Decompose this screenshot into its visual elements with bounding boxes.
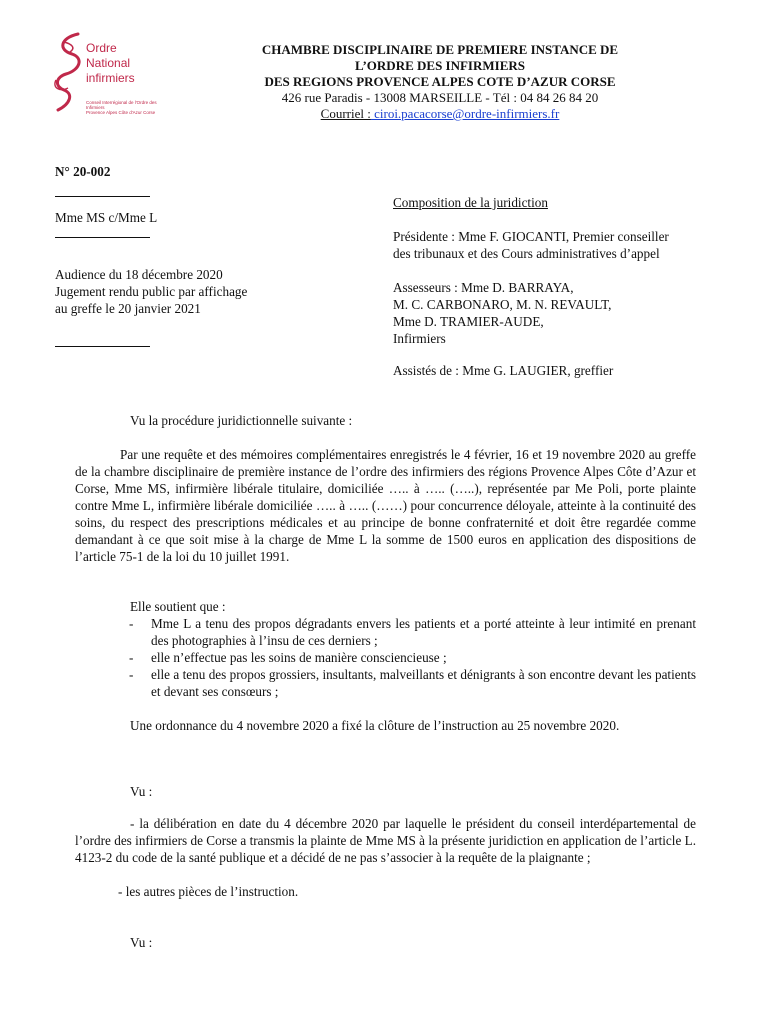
divider-2 — [55, 237, 150, 238]
vu-procedure: Vu la procédure juridictionnelle suivante : — [130, 413, 353, 428]
page-header — [200, 42, 680, 122]
header-line1: CHAMBRE DISCIPLINAIRE DE PREMIERE INSTANCE DE — [261, 42, 619, 57]
logo-line-national: National — [86, 56, 131, 70]
case-parties: Mme MS c/Mme L — [55, 210, 158, 225]
list-item: - elle n’effectue pas les soins de manière consciencieuse ; — [129, 650, 447, 665]
composition-president-line2: des tribunaux et des Cours administratives d’appel — [393, 246, 660, 261]
logo-subtitle-line2: Provence Alpes Côte d'Azur Corse — [86, 110, 156, 115]
header-line2: L’ORDRE DES INFIRMIERS — [355, 58, 525, 73]
divider-1 — [55, 196, 150, 197]
case-hearing: Audience du 18 décembre 2020 — [55, 267, 223, 282]
composition-title: Composition de la juridiction — [393, 195, 548, 210]
case-number: N° 20-002 — [55, 164, 111, 179]
logo-line-ordre: Ordre — [86, 41, 117, 55]
composition-clerk: Assistés de : Mme G. LAUGIER, greffier — [393, 363, 614, 378]
case-judgment-line1: Jugement rendu public par affichage — [55, 284, 248, 299]
paragraph-requete: Par une requête et des mémoires complémentaires enregistrés le 4 février, 16 et 19 novembre 2020 au greffe de la chambre disciplinaire de première instance de l’ordre des infirmiers des régions Provence Alpes Côte d’Azur et Corse, Mme MS, infirmière libérale titulaire, domiciliée ….. à ….. (…..), représentée par Me Poli, porte plainte contre Mme L, infirmière libérale domiciliée ….. à ….. (……) pour concurrence déloyale, atteinte à la continuité des soins, du respect des prescriptions médicales et au principe de bonne confraternité et doit être regardée comme demandant à ce que soit mise à la charge de Mme L la somme de 1500 euros en application des dispositions de l’article 75-1 de la loi du 10 juillet 1991. — [75, 447, 696, 564]
ordre-logo — [50, 30, 175, 125]
vu-heading-2: Vu : — [130, 935, 153, 950]
elle-soutient: Elle soutient que : — [130, 599, 226, 614]
logo-subtitle-line1: Conseil Interrégional de l'Ordre des Infirmiers — [86, 100, 157, 110]
case-judgment-line2: au greffe le 20 janvier 2021 — [55, 301, 201, 316]
mail-label: Courriel : — [320, 106, 371, 121]
header-line3: DES REGIONS PROVENCE ALPES COTE D’AZUR CORSE — [264, 74, 616, 89]
composition-president-line1: Présidente : Mme F. GIOCANTI, Premier conseiller — [393, 229, 669, 244]
mail-link[interactable]: ciroi.pacacorse@ordre-infirmiers.fr — [370, 106, 560, 121]
header-mail-row — [200, 106, 680, 122]
allegations-list — [129, 615, 696, 700]
composition-assessors-line3: Mme D. TRAMIER-AUDE, — [393, 314, 544, 329]
logo-line-infirmiers: infirmiers — [86, 71, 135, 85]
divider-3 — [55, 346, 150, 347]
autres-pieces: - les autres pièces de l’instruction. — [118, 884, 299, 899]
composition-assessors-line1: Assesseurs : Mme D. BARRAYA, — [393, 280, 574, 295]
header-address: 426 rue Paradis - 13008 MARSEILLE - Tél : 04 84 26 84 20 — [281, 90, 599, 105]
composition-assessors-line2: M. C. CARBONARO, M. N. REVAULT, — [393, 297, 612, 312]
vu-heading-1: Vu : — [130, 784, 153, 799]
list-item: - elle a tenu des propos grossiers, insultants, malveillants et dénigrants à son encontre devant les patients et devant ses consœurs ; — [129, 667, 696, 699]
paragraph-ordonnance: Une ordonnance du 4 novembre 2020 a fixé la clôture de l’instruction au 25 novembre 2020. — [130, 718, 620, 733]
logo-swirl-icon — [50, 30, 90, 125]
logo-subtitle — [86, 100, 176, 115]
paragraph-deliberation: - la délibération en date du 4 décembre 2020 par laquelle le président du conseil interdépartemental de l’ordre des infirmiers de Corse a transmis la plainte de Mme MS à la présente juridiction en application de l’article L. 4123-2 du code de la santé publique et a décidé de ne pas s’associer à la requête de la plaignante ; — [75, 816, 696, 865]
list-item: - Mme L a tenu des propos dégradants envers les patients et a porté atteinte à leur intimité en prenant des photographies à l’insu de ces derniers ; — [129, 616, 696, 648]
composition-assessors-line4: Infirmiers — [393, 331, 446, 346]
